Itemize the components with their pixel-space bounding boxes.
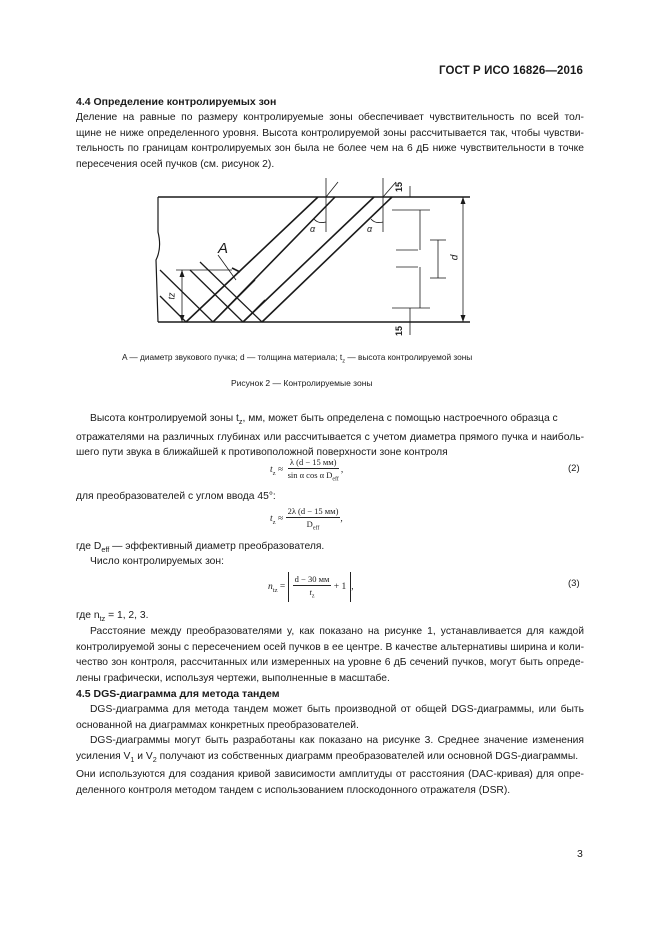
text-45-degree: для преобразователей с углом ввода 45°:: [76, 491, 276, 502]
paragraph-probe-distance: [76, 624, 584, 686]
page-number: 3: [577, 848, 583, 860]
formula-3: $n_{tz}$ = $\frac{d - 30 мм}{t_z}$ + 1 ,: [268, 574, 354, 600]
zones-count-line: Число контролируемых зон:: [90, 556, 224, 567]
text-line: шего пути звука в ближайшей к противоположной поверхности зоне контроля: [76, 447, 448, 459]
deff-definition: где $D_{eff}$ — эффективный диаметр преобразователя.: [76, 541, 325, 555]
label-A: A: [218, 240, 229, 257]
text-line: DGS-диаграмма для метода тандем может быть производной от общей DGS-диаграммы, или быть: [90, 704, 584, 715]
section-4-5-paragraph-1: [76, 702, 584, 733]
equation-number-3: (3): [568, 578, 580, 589]
text-line: Расстояние между преобразователями y, как показано на рисунке 1, устанавливается для каждой: [90, 626, 584, 637]
text-line: чество зон контроля, рассчитанных или измеренных на уровне 6 дБ сечений пучков, могут быть опреде-: [76, 657, 584, 668]
text-line: основанной на диаграммах конкретных преобразователей.: [76, 719, 359, 731]
alpha-arc-1: [314, 219, 326, 223]
alpha-arc-2: [371, 219, 383, 223]
text-line: лены графически, используя чертежи, выполненные в масштабе.: [76, 672, 390, 684]
label-tz: tz: [166, 292, 177, 300]
figure-legend: A — диаметр звукового пучка; d — толщина материала; $t_z$ — высота контролируемой зоны: [122, 352, 473, 365]
text-line: отражателями на различных глубинах или рассчитывается с учетом диаметра прямого пучка и наиболь-: [76, 431, 584, 443]
label-alpha-1: α: [310, 224, 316, 234]
label-d: d: [449, 254, 461, 261]
section-4-5-title: 4.5 DGS-диаграмма для метода тандем: [76, 688, 280, 700]
text-line: DGS-диаграммы могут быть разработаны как показано на рисунке 3. Среднее значение изменения: [90, 735, 584, 746]
ntz-definition: где $n_{tz} = 1$, 2, 3.: [76, 610, 149, 624]
text-line: пересечения осей пучков (см. рисунок 2).: [76, 158, 275, 170]
figure-caption: Рисунок 2 — Контролируемые зоны: [231, 378, 373, 388]
text-line: тельность по границам контролируемых зон была не более чем на 6 дБ ниже чувствительности в точке: [76, 143, 584, 154]
section-4-5-paragraph-2: DGS-диаграммы могут быть разработаны как показано на рисунке 3. Среднее значение изменения усиления $V_1$ и $V_2$ получают из собственных диаграмм преобразователей или основной DGS-диаграммы. Они используются для создания кривой зависимости амплитуды от расстояния (DAC-кривая) для опре- деленного контроля методом тандем с использованием плоскодонного отражателя (DSR).: [76, 733, 584, 798]
plate-break-line: [156, 197, 160, 322]
formula-2: $t_z$ ≈ $\frac{\lambda (d - 15 мм)}{\sin \alpha \cos \alpha D_{eff}}$ ,: [270, 457, 344, 483]
equation-number-2: (2): [568, 463, 580, 474]
beam-1: [186, 197, 335, 322]
text-line: Деление на равные по размеру контролируемые зоны обеспечивает чувствительность по всей тол-: [76, 112, 584, 123]
formula-45-degree: $t_z$ ≈ $\frac{2\lambda (d - 15 мм)}{D_{eff}}$ ,: [270, 506, 343, 532]
document-header: ГОСТ Р ИСО 16826—2016: [438, 65, 583, 77]
text-line: деленного контроля методом тандем с использованием плоскодонного отражателя (DSR).: [76, 784, 511, 796]
text-line: щине не ниже определенного уровня. Высота контролируемой зоны рассчитывается так, чтобы чувстви-: [76, 127, 584, 139]
label-15-top: 15: [394, 181, 405, 193]
A-leader-line: [218, 255, 236, 280]
paragraph-tz-definition: Высота контролируемой зоны $t_z$, мм, может быть определена с помощью настроечного образца с отражателями на различных глубинах или рассчитывается с учетом диаметра прямого пучка и наиболь- шего пути звука в ближайшей к противоположной поверхности зоне контроля: [76, 411, 584, 461]
label-15-bottom: 15: [394, 325, 405, 337]
label-alpha-2: α: [367, 224, 373, 234]
text-line: контролируемой зоны с пересечением осей пучков в ее центре. В качестве альтернативы ширина и коли-: [76, 641, 584, 653]
section-4-4-title: 4.4 Определение контролируемых зон: [76, 96, 277, 108]
text-line: Они используются для создания кривой зависимости амплитуды от расстояния (DAC-кривая) для опре-: [76, 769, 584, 781]
